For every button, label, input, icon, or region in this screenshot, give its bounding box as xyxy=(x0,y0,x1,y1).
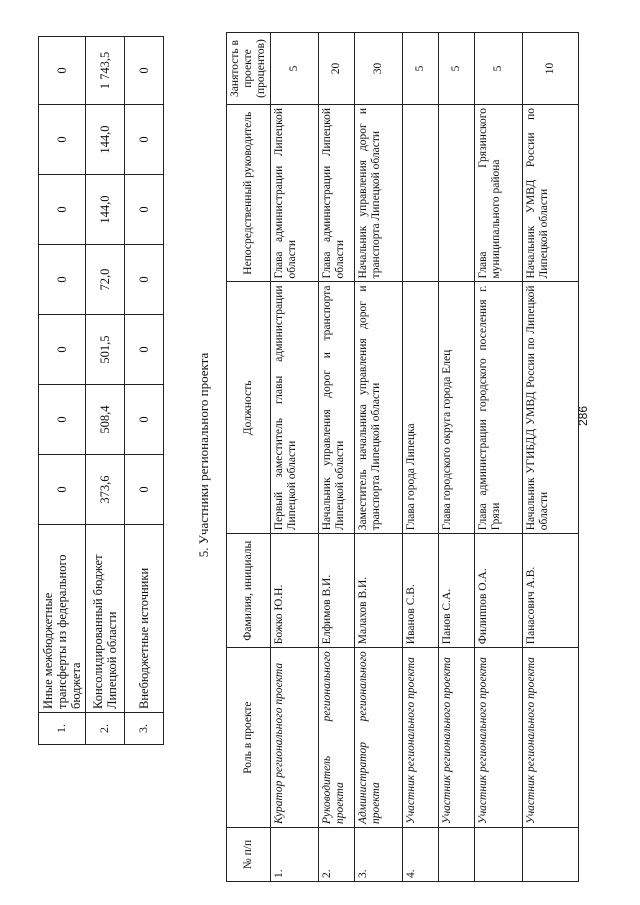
budget-value: 0 xyxy=(39,385,86,455)
budget-value: 501,5 xyxy=(86,315,125,385)
participant-position: Глава администрации городского поселения г. Грязи xyxy=(474,282,522,534)
participant-supervisor: Начальник УМВД России по Липецкой области xyxy=(522,105,578,282)
participant-load: 10 xyxy=(522,33,578,105)
budget-value: 508,4 xyxy=(86,385,125,455)
participant-name: Панасович А.В. xyxy=(522,534,578,648)
budget-value: 0 xyxy=(125,105,164,175)
budget-value: 1 743,5 xyxy=(86,37,125,105)
participant-role: Участник регионального проекта xyxy=(474,648,522,828)
participant-supervisor xyxy=(402,105,438,282)
participant-supervisor: Глава администрации Липецкой области xyxy=(318,105,354,282)
header-load: Занятость в проекте (процентов) xyxy=(227,33,271,105)
participant-name: Елфимов В.И. xyxy=(318,534,354,648)
budget-value: 0 xyxy=(39,175,86,245)
participant-position: Начальник УГИБДД УМВД России по Липецкой области xyxy=(522,282,578,534)
budget-source-name: Консолидированный бюджет Липецкой области xyxy=(86,525,125,713)
participant-load: 5 xyxy=(270,33,318,105)
participant-supervisor xyxy=(438,105,474,282)
budget-row-number: 3. xyxy=(125,713,164,745)
participant-position: Глава городского округа города Елец xyxy=(438,282,474,534)
budget-row-number: 1. xyxy=(39,713,86,745)
participant-role: Участник регионального проекта xyxy=(438,648,474,828)
budget-value: 144,0 xyxy=(86,105,125,175)
budget-row xyxy=(86,37,125,745)
budget-value: 144,0 xyxy=(86,175,125,245)
participant-position: Начальник управления дорог и транспорта Липецкой области xyxy=(318,282,354,534)
participant-supervisor: Глава Грязинского муниципального района xyxy=(474,105,522,282)
header-no: № п/п xyxy=(227,828,271,882)
participant-row xyxy=(318,33,354,882)
budget-value: 0 xyxy=(39,37,86,105)
budget-source-name: Иные межбюджетные трансферты из федерального бюджета xyxy=(39,525,86,713)
budget-table xyxy=(38,36,164,745)
participant-load: 20 xyxy=(318,33,354,105)
participant-name: Божко Ю.Н. xyxy=(270,534,318,648)
participant-role: Участник регионального проекта xyxy=(522,648,578,828)
budget-source-name: Внебюджетные источники xyxy=(125,525,164,713)
participant-number: 3. xyxy=(354,828,402,882)
participant-position: Заместитель начальника управления дорог и транспорта Липецкой области xyxy=(354,282,402,534)
header-name: Фамилия, инициалы xyxy=(227,534,271,648)
budget-value: 0 xyxy=(39,105,86,175)
participants-header-row xyxy=(227,33,271,882)
participant-row xyxy=(438,33,474,882)
participant-load: 30 xyxy=(354,33,402,105)
section-heading: 5. Участники регионального проекта xyxy=(196,352,211,558)
budget-value: 0 xyxy=(125,37,164,105)
participant-role: Куратор регионального проекта xyxy=(270,648,318,828)
budget-row-number: 2. xyxy=(86,713,125,745)
participant-load: 5 xyxy=(438,33,474,105)
budget-value: 72,0 xyxy=(86,245,125,315)
participant-number: 2. xyxy=(318,828,354,882)
participants-table xyxy=(226,32,579,882)
header-supervisor: Непосредственный руководитель xyxy=(227,105,271,282)
budget-value: 0 xyxy=(125,245,164,315)
participant-load: 5 xyxy=(402,33,438,105)
budget-value: 0 xyxy=(125,455,164,525)
participant-name: Панов С.А. xyxy=(438,534,474,648)
header-role: Роль в проекте xyxy=(227,648,271,828)
participant-row xyxy=(402,33,438,882)
budget-value: 0 xyxy=(125,385,164,455)
header-position: Должность xyxy=(227,282,271,534)
budget-value: 0 xyxy=(39,315,86,385)
budget-value: 373,6 xyxy=(86,455,125,525)
participant-name: Филиппов О.А. xyxy=(474,534,522,648)
participant-role: Администратор регионального проекта xyxy=(354,648,402,828)
participant-row xyxy=(354,33,402,882)
participant-row xyxy=(474,33,522,882)
participant-number: 4. xyxy=(402,828,438,882)
participant-supervisor: Начальник управления дорог и транспорта Липецкой области xyxy=(354,105,402,282)
participant-name: Иванов С.В. xyxy=(402,534,438,648)
participant-role: Участник регионального проекта xyxy=(402,648,438,828)
page-number: 286 xyxy=(576,405,590,427)
budget-value: 0 xyxy=(125,175,164,245)
budget-value: 0 xyxy=(39,455,86,525)
budget-row xyxy=(125,37,164,745)
participant-supervisor: Глава администрации Липецкой области xyxy=(270,105,318,282)
participant-number: 1. xyxy=(270,828,318,882)
participant-name: Малахов В.И. xyxy=(354,534,402,648)
participant-number xyxy=(522,828,578,882)
budget-value: 0 xyxy=(125,315,164,385)
participant-load: 5 xyxy=(474,33,522,105)
participant-number xyxy=(474,828,522,882)
budget-value: 0 xyxy=(39,245,86,315)
budget-row xyxy=(39,37,86,745)
participant-row xyxy=(522,33,578,882)
participant-role: Руководитель регионального проекта xyxy=(318,648,354,828)
participant-number xyxy=(438,828,474,882)
participant-row xyxy=(270,33,318,882)
participant-position: Первый заместитель главы администрации Липецкой области xyxy=(270,282,318,534)
participant-position: Глава города Липецка xyxy=(402,282,438,534)
